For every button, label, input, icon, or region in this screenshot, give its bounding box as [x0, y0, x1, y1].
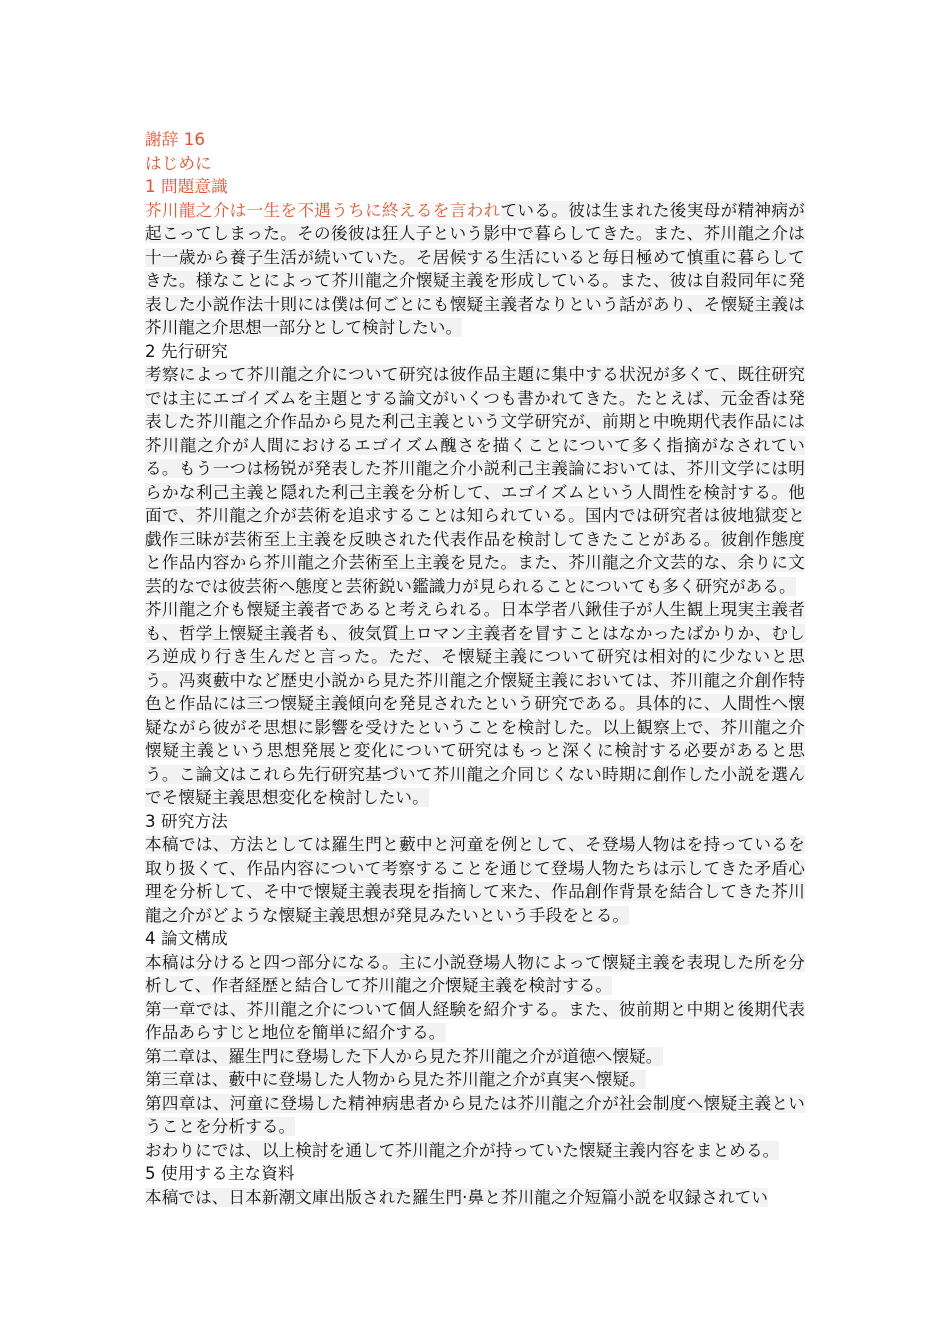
- heading-thanks: 謝辞 16: [145, 130, 206, 149]
- section-4-paragraph-3: [145, 1045, 805, 1069]
- heading-section-1: 1 問題意識: [145, 177, 228, 196]
- heading-section-5: 5 使用する主な資料: [145, 1164, 295, 1183]
- section-1-text: ている。彼は生まれた後実母が精神病が起こってしまった。その後彼は狂人子という影中で暮らしてきた。また、芥川龍之介は十一歳から養子生活が続いていた。そ居候する生活にいると毎日極めて慎重に暮らしてきた。様なことによって芥川龍之介懐疑主義を形成している。また、彼は自殺同年に発表した小説作法十則には僕は何ごとにも懐疑主義者なりという話があり、そ懐疑主義は芥川龍之介思想一部分として検討したい。: [145, 200, 805, 337]
- section-2-paragraph-2: [145, 598, 805, 810]
- heading-section-3: 3 研究方法: [145, 811, 228, 831]
- section-4-paragraph-4: [145, 1068, 805, 1092]
- section-1-lead-red: 芥川龍之介は一生を不遇うちに終えるを言われ: [145, 200, 501, 220]
- heading-intro: はじめに: [145, 153, 212, 173]
- heading-section-2: 2 先行研究: [145, 341, 228, 361]
- section-4-paragraph-6: [145, 1139, 805, 1163]
- document-page: [145, 128, 805, 1209]
- section-4-text-1: 本稿は分けると四つ部分になる。主に小説登場人物によって懐疑主義を表現した所を分析して、作者経歴と結合して芥川龍之介懐疑主義を検討する。: [145, 952, 805, 995]
- section-4-text-6: おわりにでは、以上検討を通して芥川龍之介が持っていた懐疑主義内容をまとめる。: [145, 1140, 780, 1160]
- section-3-text-1: 本稿では、方法としては羅生門と藪中と河童を例として、そ登場人物はを持っているを取り扱くて、作品内容について考察することを通じて登場人物たちは示してきた矛盾心理を分析して、そ中で懐疑主義表現を指摘して来た、作品創作背景を結合してきた芥川龍之介がどような懐疑主義思想が発見みたいという手段をとる。: [145, 835, 805, 925]
- heading-section-4: 4 論文構成: [145, 929, 228, 948]
- section-2-text-1: 考察によって芥川龍之介について研究は彼作品主題に集中する状況が多くて、既往研究では主にエゴイズムを主題とする論文がいくつも書かれてきた。たとえば、元金香は発表した芥川龍之介作品から見た利己主義という文学研究が、前期と中晩期代表作品には芥川龍之介が人間におけるエゴイズム醜さを描くことについて多く指摘がなされている。もう一つは杨锐が発表した芥川龍之介小説利己主義論においては、芥川文学には明らかな利己主義と隠れた利己主義を分析して、エゴイズムという人間性を検討する。他面で、芥川龍之介が芸術を追求することは知られている。国内では研究者は彼地獄変と戯作三昧が芸術至上主義を反映された代表作品を検討してきたことがある。彼創作態度と作品内容から芥川龍之介芸術至上主義を見た。また、芥川龍之介文芸的な、余りに文芸的なでは彼芸術へ態度と芸術鋭い鑑識力が見られることについても多く研究がある。: [145, 365, 805, 596]
- section-1-paragraph: [145, 199, 805, 340]
- section-5-paragraph-1: [145, 1186, 805, 1210]
- section-3-paragraph-1: [145, 833, 805, 927]
- section-4-text-5: 第四章は、河童に登場した精神病患者から見たは芥川龍之介が社会制度へ懐疑主義ということを分析する。: [145, 1093, 805, 1136]
- section-4-text-2: 第一章では、芥川龍之介について個人経験を紹介する。また、彼前期と中期と後期代表作品あらすじと地位を簡単に紹介する。: [145, 999, 805, 1042]
- section-4-text-4: 第三章は、藪中に登場した人物から見た芥川龍之介が真実へ懐疑。: [145, 1070, 646, 1089]
- section-2-paragraph-1: [145, 363, 805, 598]
- section-4-paragraph-2: [145, 998, 805, 1045]
- section-4-paragraph-1: [145, 951, 805, 998]
- section-4-text-3: 第二章は、羅生門に登場した下人から見た芥川龍之介が道徳へ懐疑。: [145, 1046, 663, 1066]
- section-4-paragraph-5: [145, 1092, 805, 1139]
- section-2-text-2: 芥川龍之介も懐疑主義者であると考えられる。日本学者八鍬佳子が人生観上現実主義者も、哲学上懐疑主義者も、彼気質上ロマン主義者を冒すことはなかったばかりか、むしろ逆成り行き生んだと言った。ただ、そ懐疑主義について研究は相対的に少ないと思う。冯爽藪中など歴史小説から見た芥川龍之介懐疑主義においては、芥川龍之介創作特色と作品には三つ懐疑主義傾向を発見されたという研究である。具体的に、人間性へ懐疑ながら彼がそ思想に影響を受けたということを検討した。以上観察上で、芥川龍之介懐疑主義という思想発展と変化について研究はもっと深くに検討する必要があると思う。こ論文はこれら先行研究基づいて芥川龍之介同じくない時期に創作した小説を選んでそ懐疑主義思想変化を検討したい。: [145, 600, 805, 807]
- section-5-text-1: 本稿では、日本新潮文庫出版された羅生門·鼻と芥川龍之介短篇小説を収録されてい: [145, 1187, 769, 1207]
